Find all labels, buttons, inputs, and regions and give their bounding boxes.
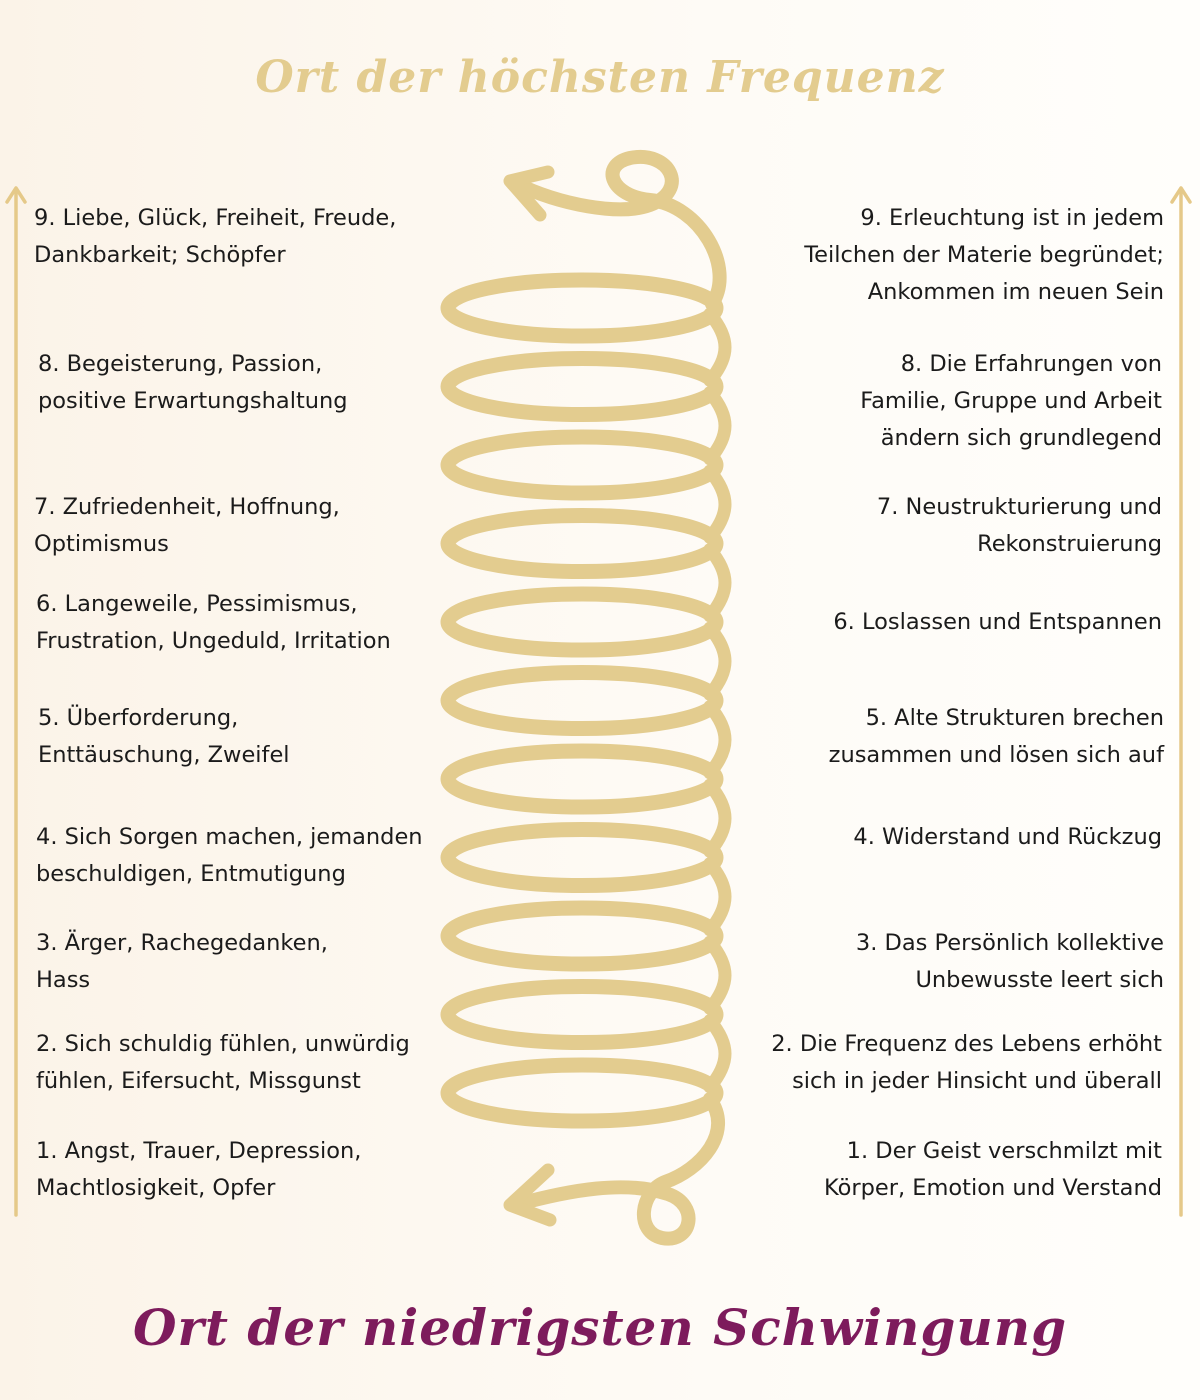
spiral-coil [448,830,716,886]
right-level-8: 8. Die Erfahrungen von Familie, Gruppe und Arbeit ändern sich grundlegend [860,351,1162,451]
left-level-9: 9. Liebe, Glück, Freiheit, Freude, Dankbarkeit; Schöpfer [34,205,397,268]
right-level-6: 6. Loslassen und Entspannen [833,609,1162,635]
spiral-coil [448,987,716,1043]
spiral-coil [448,751,716,807]
spiral-connector [710,393,725,460]
title-top: Ort der höchsten Frequenz [255,52,945,103]
spiral-coil [448,908,716,964]
spiral-coil [448,437,716,493]
spiral-coil [448,594,716,650]
spiral-coil [448,516,716,572]
spiral-connector [710,471,725,538]
spiral-connector [710,785,725,852]
right-level-2: 2. Die Frequenz des Lebens erhöht sich in jeder Hinsicht und überall [771,1031,1162,1094]
spiral-connector [710,314,725,381]
spiral-coil [448,1065,716,1121]
right-level-9: 9. Erleuchtung ist in jedem Teilchen der Materie begründet; Ankommen im neuen Sein [804,205,1164,305]
left-level-4: 4. Sich Sorgen machen, jemanden beschuldigen, Entmutigung [36,824,423,887]
title-bottom: Ort der niedrigsten Schwingung [132,1298,1068,1357]
right-level-1: 1. Der Geist verschmilzt mit Körper, Emotion und Verstand [823,1138,1162,1201]
left-level-5: 5. Überforderung, Enttäuschung, Zweifel [38,705,290,768]
spiral-coil [448,280,716,336]
left-level-1: 1. Angst, Trauer, Depression, Machtlosigkeit, Opfer [36,1138,362,1201]
right-level-4: 4. Widerstand und Rückzug [853,824,1162,850]
spiral-connector [710,550,725,617]
left-level-2: 2. Sich schuldig fühlen, unwürdig fühlen, Eifersucht, Missgunst [36,1031,410,1094]
spiral-connector [710,707,725,774]
left-level-6: 6. Langeweile, Pessimismus, Frustration, Ungeduld, Irritation [36,591,391,654]
spiral-connector [710,1021,725,1088]
right-level-5: 5. Alte Strukturen brechen zusammen und lösen sich auf [828,705,1164,768]
spiral-connector [710,628,725,695]
left-level-7: 7. Zufriedenheit, Hoffnung, Optimismus [34,494,340,557]
spiral-connector [710,864,725,931]
spiral-coil [448,359,716,415]
spiral-coil [448,673,716,729]
right-level-3: 3. Das Persönlich kollektive Unbewusste leert sich [855,930,1164,993]
left-level-8: 8. Begeisterung, Passion, positive Erwartungshaltung [38,351,348,414]
left-level-3: 3. Ärger, Rachegedanken, Hass [36,930,328,993]
right-level-7: 7. Neustrukturierung und Rekonstruierung [876,494,1162,557]
spiral-connector [710,942,725,1009]
